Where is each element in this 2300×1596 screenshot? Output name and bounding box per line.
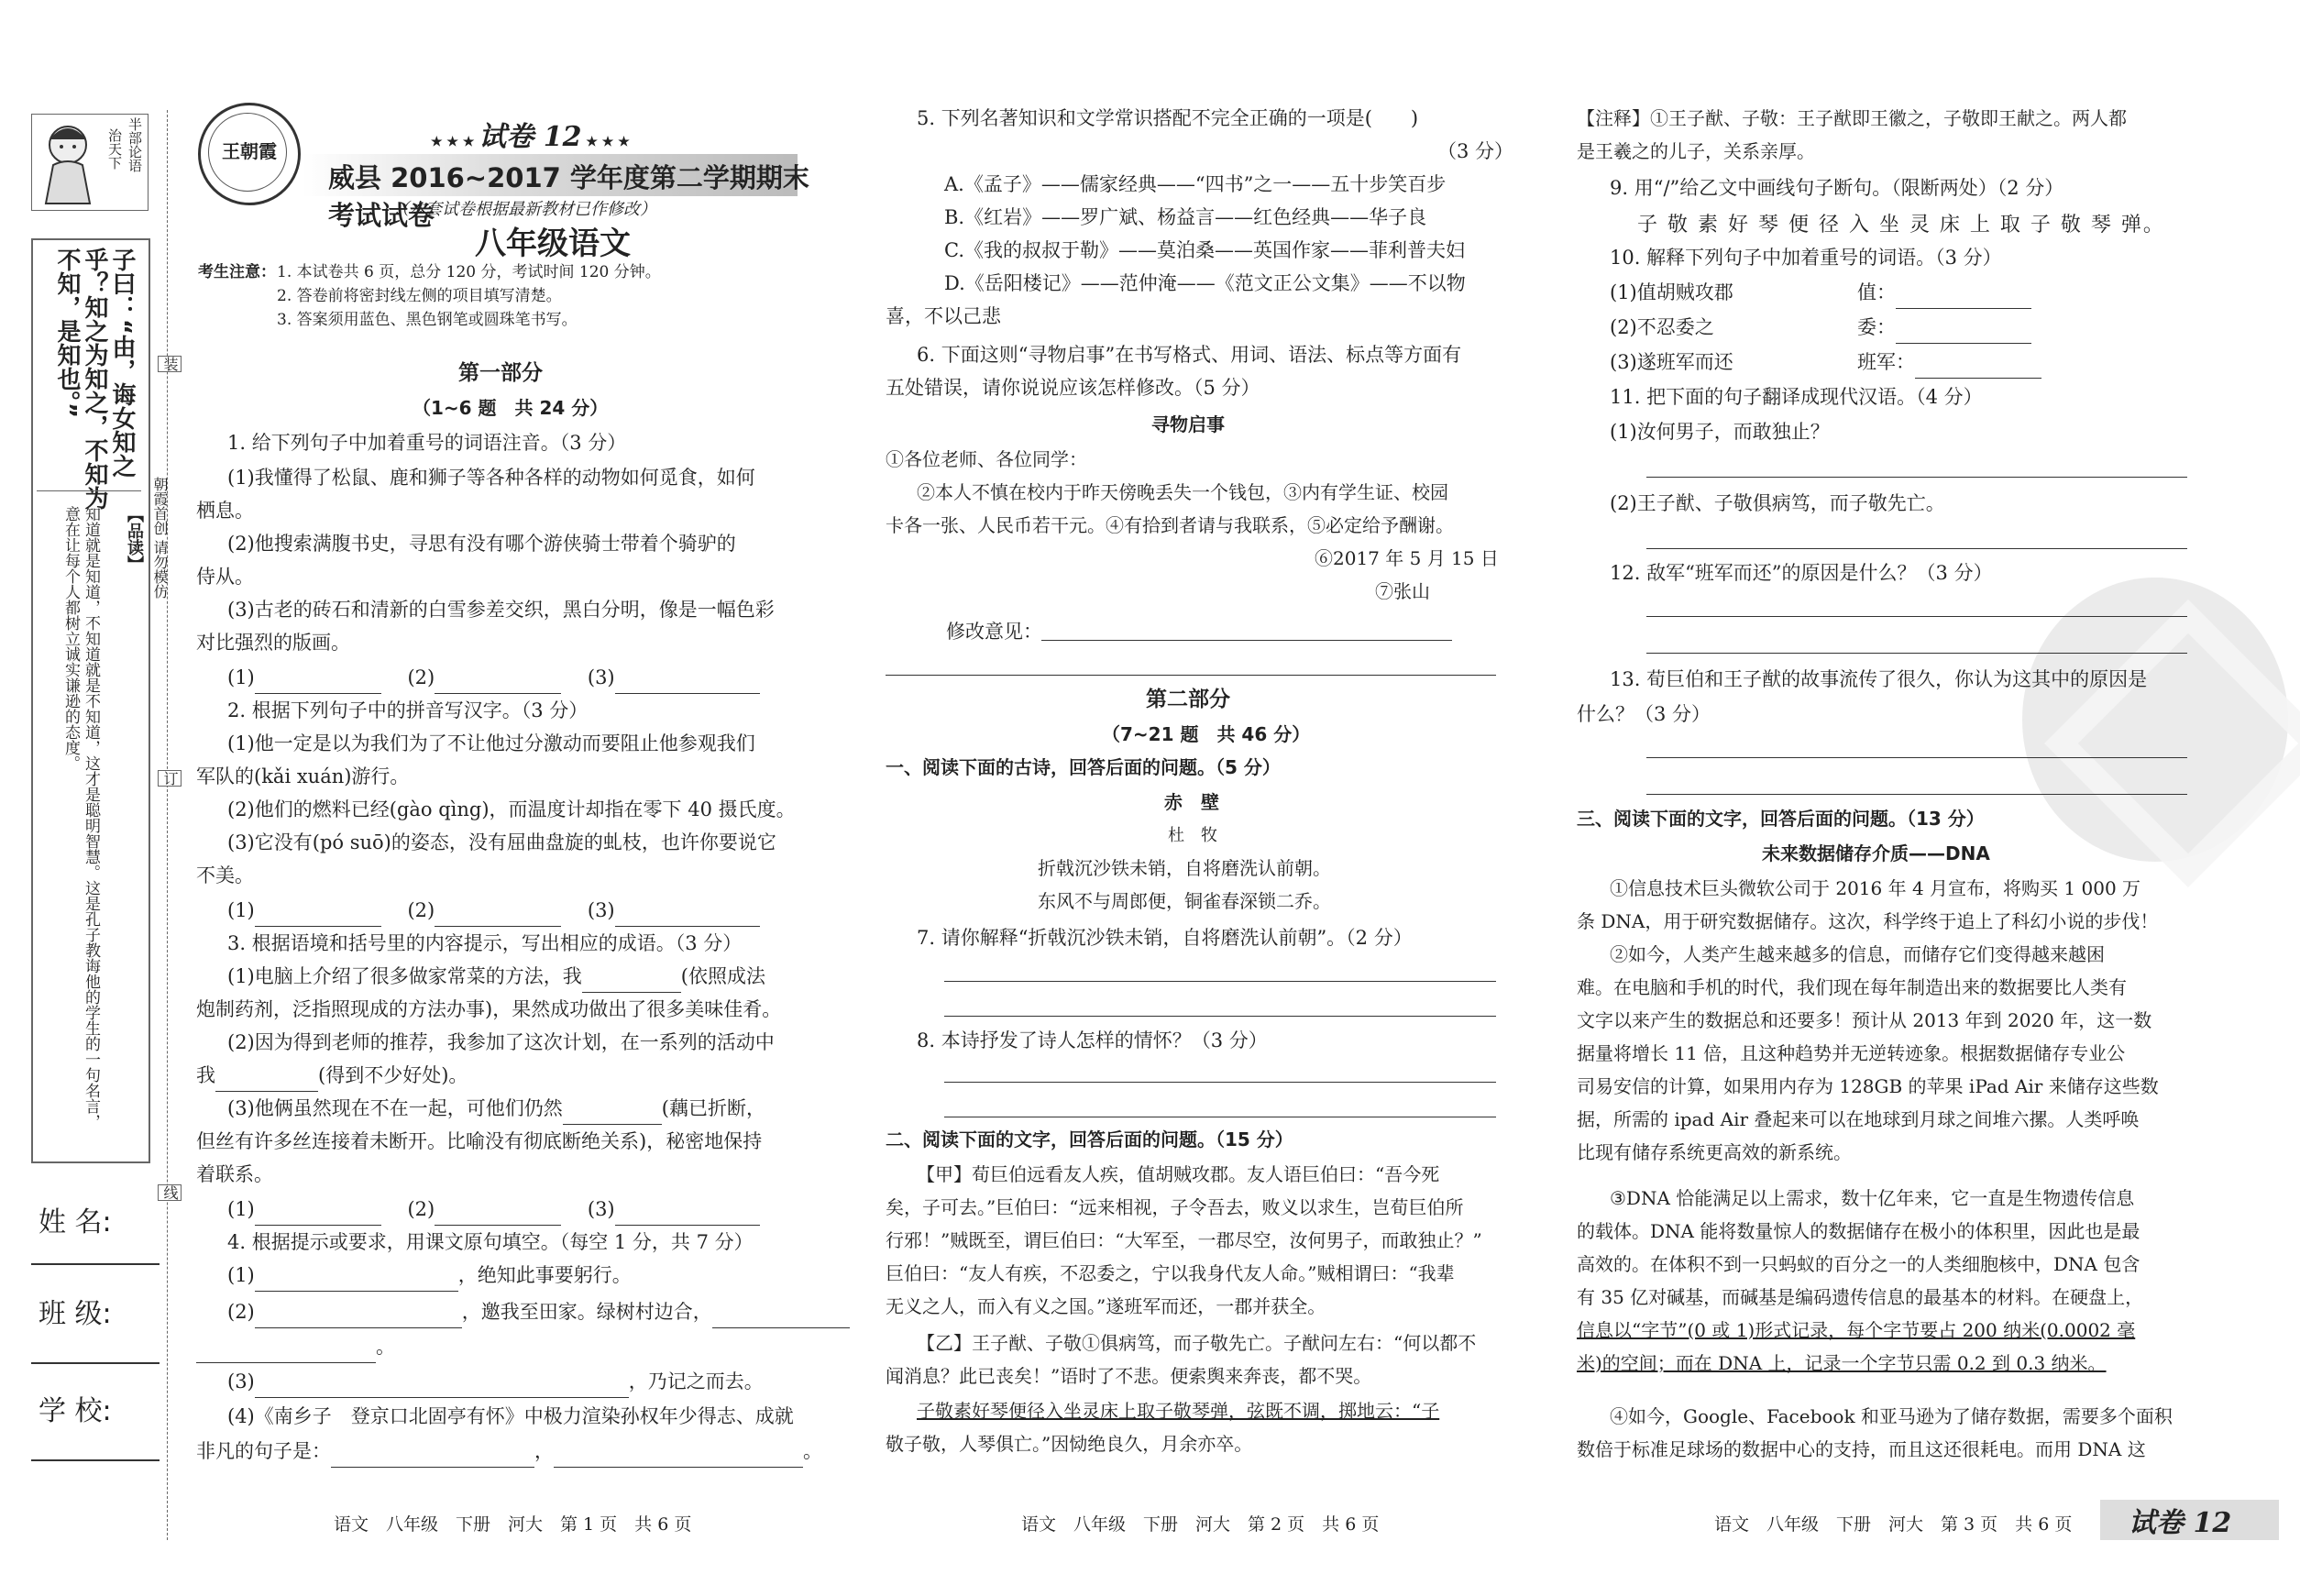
page-3-footer: 语文 八年级 下册 河大 第 3 页 共 6 页 <box>1714 1514 2073 1535</box>
poem-author: 杜 牧 <box>1168 826 1217 845</box>
name-field-input[interactable] <box>31 1263 160 1265</box>
q10-key-1 <box>1857 277 2031 309</box>
part-two-sub: （7~21 题 共 46 分） <box>1102 723 1311 745</box>
motto-col-2: 治天下 <box>106 128 123 170</box>
q4-3-label: (3) <box>227 1370 255 1392</box>
revise-label: 修改意见： <box>946 621 1042 643</box>
q3-2a: (2)因为得到老师的推荐，我参加了这次计划，在一系列的活动中 <box>227 1031 775 1053</box>
passage-yi-1: 【乙】王子猷、子敬①俱病笃，而子敬先亡。子猷问左右：“何以都不 <box>917 1332 1477 1354</box>
q3-3a <box>227 1093 765 1125</box>
q4-4a: (4)《南乡子 登京口北固亭有怀》中极力渲染孙权年少得志、成就 <box>227 1405 794 1427</box>
q4-4b-pre: 非凡的句子是： <box>196 1440 331 1462</box>
note-line-1: 【注释】①王子猷、子敬：王子猷即王徽之，子敬即王献之。两人都 <box>1577 107 2127 129</box>
poem-line-1: 折戟沉沙铁未销，自将磨洗认前朝。 <box>1038 857 1331 879</box>
q10-answer-2[interactable] <box>1896 323 2031 344</box>
para-2-line-1: ②如今，人类产生越来越多的信息，而储存它们变得越来越困 <box>1610 943 2105 965</box>
binding-line <box>167 110 168 1540</box>
para-2-line-2: 难。在电脑和手机的时代，我们现在每年制造出来的数据要比人类有 <box>1577 976 2127 998</box>
q3-2b-post: (得到不少好处)。 <box>318 1064 468 1086</box>
q3-2b-pre: 我 <box>196 1064 215 1086</box>
q3-answer-3[interactable] <box>563 1104 662 1125</box>
q5-option-b: B.《红岩》——罗广斌、杨益言——红色经典——华子良 <box>944 206 1427 228</box>
section-c-title: 三、阅读下面的文字，回答后面的问题。（13 分） <box>1577 808 1985 830</box>
q3-3a-pre: (3)他俩虽然现在不在一起，可他们仍然 <box>227 1097 563 1119</box>
q10-item-1: (1)值胡贼攻郡 <box>1610 281 1733 303</box>
note-line-2: 是王羲之的儿子，关系亲厚。 <box>1577 140 1815 162</box>
q4-4b-mid: ， <box>534 1440 554 1462</box>
reading-label: 【品读】 <box>125 506 144 572</box>
passage-jia-3: 行邪！”贼既至，谓巨伯曰：“大军至，一郡尽空，汝何男子，而敢独止？” <box>886 1229 1482 1251</box>
q12-text: 12. 敌军“班军而还”的原因是什么？（3 分） <box>1610 562 1993 584</box>
q13-line-1[interactable] <box>1646 757 2187 758</box>
confucius-figure <box>35 121 101 205</box>
subject-title: 八年级语文 <box>475 226 631 262</box>
q3-2b <box>196 1060 468 1092</box>
article-title: 未来数据储存介质——DNA <box>1762 842 1990 864</box>
q4-text: 4. 根据提示或要求，用课文原句填空。（每空 1 分，共 7 分） <box>227 1231 754 1253</box>
q3-label-3: (3) <box>587 1198 615 1220</box>
para-3-line-3: 高效的。在体积不到一只蚂蚁的百分之一的人类细胞核中，DNA 包含 <box>1577 1253 2140 1275</box>
q10-key-2-label: 委： <box>1857 316 1896 338</box>
notice-title: 寻物启事 <box>1151 413 1225 435</box>
para-1-line-2: 条 DNA，用于研究数据储存。这次，科学终于追上了科幻小说的步伐！ <box>1577 910 2159 932</box>
q3-3b: 但丝有许多丝连接着未断开。比喻没有彻底断绝关系)，秘密地保持 <box>196 1130 763 1152</box>
part-two-title: 第二部分 <box>1146 688 1230 711</box>
q2-1b: 军队的(kǎi xuán)游行。 <box>196 765 410 787</box>
q4-answer-2[interactable] <box>255 1307 462 1328</box>
q3-answer-1[interactable] <box>582 972 681 993</box>
q3-line-3[interactable] <box>615 1205 760 1226</box>
q7-line-2[interactable] <box>944 1016 1496 1017</box>
q4-1-post: ，绝知此事要躬行。 <box>457 1264 632 1286</box>
q4-answer-6[interactable] <box>331 1447 534 1468</box>
q1-label-1: (1) <box>227 666 255 688</box>
paper-number <box>431 114 630 154</box>
q2-1a: (1)他一定是以为我们为了不让他过分激动而要阻止他参观我们 <box>227 732 755 754</box>
paper-number-text: 试卷 12 <box>479 121 582 153</box>
q10-answer-3[interactable] <box>1915 358 2041 379</box>
para-3-line-4: 有 35 亿对碱基，而碱基是编码遗传信息的最基本的材料。在硬盘上， <box>1577 1286 2144 1308</box>
q1-text: 1. 给下列句子中加着重号的词语注音。（3 分） <box>227 432 627 454</box>
q1-answers <box>227 662 760 694</box>
passage-yi-4: 敬子敬，人琴俱亡。”因恸绝良久，月余亦卒。 <box>886 1433 1253 1455</box>
q4-4b <box>196 1436 822 1468</box>
binding-mark-1: 装 <box>158 356 182 372</box>
q4-answer-5[interactable] <box>255 1377 629 1398</box>
q4-answer-1[interactable] <box>255 1271 458 1292</box>
class-field-input[interactable] <box>31 1362 160 1364</box>
q12-line-2[interactable] <box>1646 653 2187 654</box>
q2-answer-2[interactable] <box>435 906 561 927</box>
q4-4b-post: 。 <box>803 1440 822 1462</box>
q4-2c-text: 。 <box>376 1336 395 1358</box>
q11-line-2[interactable] <box>1646 548 2187 549</box>
para-3-line-1: ③DNA 恰能满足以上需求，数十亿年来，它一直是生物遗传信息 <box>1610 1187 2135 1209</box>
q4-2 <box>227 1296 850 1328</box>
q8-line-1[interactable] <box>944 1082 1496 1083</box>
q10-key-2 <box>1857 312 2031 344</box>
q10-key-3-label: 班军： <box>1857 351 1915 373</box>
confucius-quote: 子曰：“由，诲女知之乎？知之为知之，不知为不知，是知也。” <box>53 248 136 510</box>
q1-3a: (3)古老的砖石和清新的白雪参差交织，黑白分明，像是一幅色彩 <box>227 599 775 621</box>
q13-line-2[interactable] <box>1646 794 2187 795</box>
q13-text: 13. 荀巨伯和王子猷的故事流传了很久，你认为这其中的原因是 <box>1610 668 2148 690</box>
q2-answer-3[interactable] <box>615 906 760 927</box>
q10-key-1-label: 值： <box>1857 281 1896 303</box>
q9-sentence: 子 敬 素 好 琴 便 径 入 坐 灵 床 上 取 子 敬 琴 弹。 <box>1637 214 2165 237</box>
q8-text: 8. 本诗抒发了诗人怎样的情怀？（3 分） <box>917 1029 1268 1051</box>
instruction-2: 2. 答卷前将密封线左侧的项目填写清楚。 <box>277 287 562 305</box>
q3-line-2[interactable] <box>435 1205 561 1226</box>
exam-note: （本套试卷根据最新教材已作修改） <box>392 200 656 219</box>
exam-title: 威县 2016~2017 学年度第二学期期末考试试卷 <box>328 162 809 231</box>
q5-option-a: A.《孟子》——儒家经典——“四书”之一——五十步笑百步 <box>944 173 1447 195</box>
section-a-title: 一、阅读下面的古诗，回答后面的问题。（5 分） <box>886 756 1281 778</box>
passage-jia-1: 【甲】荀巨伯远看友人疾，值胡贼攻郡。友人语巨伯曰：“吾今死 <box>917 1163 1440 1185</box>
para-2-line-7: 比现有储存系统更高效的新系统。 <box>1577 1141 1852 1163</box>
q11-item-2: (2)王子猷、子敬俱病笃，而子敬先亡。 <box>1610 492 1945 514</box>
q10-item-3: (3)遂班军而还 <box>1610 351 1733 373</box>
q10-answer-1[interactable] <box>1896 288 2031 309</box>
q1-answer-1[interactable] <box>255 673 381 694</box>
instruction-1: 1. 本试卷共 6 页，总分 120 分，考试时间 120 分钟。 <box>277 263 661 281</box>
binding-note: 朝霞首创 请勿模仿 <box>151 477 169 600</box>
q9-text: 9. 用“/”给乙文中画线句子断句。（限断两处）（2 分） <box>1610 177 2064 199</box>
q4-2-post: ，邀我至田家。绿树村边合， <box>461 1301 712 1323</box>
q6-text-2: 五处错误，请你说说应该怎样修改。（5 分） <box>886 377 1260 399</box>
q2-3a: (3)它没有(pó suō)的姿态，没有屈曲盘旋的虬枝，也许你要说它 <box>227 831 776 853</box>
q3-answers <box>227 1194 760 1226</box>
revise-line-1[interactable] <box>1041 640 1452 641</box>
q3-label-1: (1) <box>227 1198 255 1220</box>
q3-3a-post: (藕已折断， <box>661 1097 765 1119</box>
motto-col-1: 半部论语 <box>127 117 143 172</box>
q5-option-c: C.《我的叔叔于勒》——莫泊桑——英国作家——菲利普夫妇 <box>944 239 1465 261</box>
para-2-line-3: 文字以来产生的数据总和还要多！预计从 2013 年到 2020 年，这一数 <box>1577 1009 2152 1031</box>
q4-2c <box>196 1331 395 1363</box>
q3-answer-2[interactable] <box>215 1071 318 1092</box>
q4-1-label: (1) <box>227 1264 255 1286</box>
q12-line-1[interactable] <box>1646 616 2187 617</box>
binding-mark-3: 线 <box>158 1184 182 1201</box>
para-4-line-2: 数倍于标准足球场的数据中心的支持，而且这还很耗电。而用 DNA 这 <box>1577 1438 2146 1460</box>
q6-text: 6. 下面这则“寻物启事”在书写格式、用词、语法、标点等方面有 <box>917 344 1462 366</box>
passage-yi-3: 子敬素好琴便径入坐灵床上取子敬琴弹，弦既不调，掷地云：“子 <box>917 1400 1440 1422</box>
q7-text: 7. 请你解释“折戟沉沙铁未销，自将磨洗认前朝”。（2 分） <box>917 927 1413 949</box>
reading-text: 知道就是知道，不知道就是不知道，这才是聪明智慧。这是孔子教诲他的学生的一句名言，意在让每个人都树立诚实谦逊的态度。 <box>61 506 100 1129</box>
q1-2b: 侍从。 <box>196 566 254 588</box>
q3-line-1[interactable] <box>255 1205 381 1226</box>
q10-key-3 <box>1857 347 2041 379</box>
para-2-line-5: 司易安信的计算，如果用内存为 128GB 的苹果 iPad Air 来储存这些数 <box>1577 1075 2159 1097</box>
passage-yi-2: 闻消息？此已丧矣！”语时了不悲。便索舆来奔丧，都不哭。 <box>886 1365 1372 1387</box>
q10-item-2: (2)不忍委之 <box>1610 316 1714 338</box>
q2-text: 2. 根据下列句子中的拼音写汉字。（3 分） <box>227 699 589 721</box>
q4-1 <box>227 1260 632 1292</box>
left-strip <box>0 0 183 1596</box>
q2-label-3: (3) <box>587 899 615 921</box>
q13-text-2: 什么？（3 分） <box>1577 703 1711 725</box>
notice-line-3: 卡各一张、人民币若干元。④有拾到者请与我联系，⑤必定给予酬谢。 <box>886 514 1454 536</box>
q1-answer-2[interactable] <box>435 673 561 694</box>
q3-1a-pre: (1)电脑上介绍了很多做家常菜的方法，我 <box>227 965 582 987</box>
part-one-title: 第一部分 <box>458 361 543 385</box>
q1-1b: 栖息。 <box>196 500 254 522</box>
q2-answer-1[interactable] <box>255 906 381 927</box>
notice-date: ⑥2017 年 5 月 15 日 <box>1315 547 1499 569</box>
section-b-title: 二、阅读下面的文字，回答后面的问题。（15 分） <box>886 1128 1293 1150</box>
q3-1a <box>227 961 765 993</box>
school-field-input[interactable] <box>31 1459 160 1461</box>
q3-1a-post: (依照成法 <box>680 965 765 987</box>
q7-line-1[interactable] <box>944 981 1496 982</box>
q11-line-1[interactable] <box>1646 477 2187 478</box>
q4-3 <box>227 1366 764 1398</box>
q2-label-1: (1) <box>227 899 255 921</box>
q3-1b: 炮制药剂，泛指照现成的方法办事)，果然成功做出了很多美味佳肴。 <box>196 998 782 1020</box>
q1-label-2: (2) <box>407 666 435 688</box>
q2-2: (2)他们的燃料已经(gào qìng)，而温度计却指在零下 40 摄氏度。 <box>227 798 796 820</box>
corner-label: 试卷 12 <box>2129 1507 2232 1539</box>
notice-line-1: ①各位老师、各位同学： <box>886 448 1087 470</box>
q2-label-2: (2) <box>407 899 435 921</box>
q4-3-post: ，乃记之而去。 <box>628 1370 764 1392</box>
q4-answer-7[interactable] <box>554 1447 803 1468</box>
q4-answer-4[interactable] <box>196 1342 376 1363</box>
para-3-line-6: 米)的空间；而在 DNA 上，记录一个字节只需 0.2 到 0.3 纳米。 <box>1577 1352 2107 1374</box>
q3-label-2: (2) <box>407 1198 435 1220</box>
q4-2-label: (2) <box>227 1301 255 1323</box>
q4-answer-3[interactable] <box>712 1307 850 1328</box>
para-1-line-1: ①信息技术巨头微软公司于 2016 年 4 月宣布，将购买 1 000 万 <box>1610 877 2141 899</box>
school-field-label: 学 校: <box>39 1395 112 1427</box>
page-2-footer: 语文 八年级 下册 河大 第 2 页 共 6 页 <box>1021 1514 1380 1535</box>
q2-3b: 不美。 <box>196 864 254 886</box>
para-2-line-6: 据，所需的 ipad Air 叠起来可以在地球到月球之间堆六摞。人类呼唤 <box>1577 1108 2140 1130</box>
q3-3c: 着联系。 <box>196 1163 273 1185</box>
notice-line-2: ②本人不慎在校内于昨天傍晚丢失一个钱包，③内有学生证、校园 <box>917 481 1448 503</box>
para-2-line-4: 据量将增长 11 倍，且这种趋势并无逆转迹象。根据数据储存专业公 <box>1577 1042 2126 1064</box>
q1-answer-3[interactable] <box>615 673 760 694</box>
logo-text: 王朝霞 <box>222 140 277 162</box>
q5-option-d-2: 喜，不以己悲 <box>886 305 1001 327</box>
revise-line-2[interactable] <box>886 675 1496 676</box>
notice-signature: ⑦张山 <box>1375 580 1430 602</box>
star-icon-right: ★ ★ ★ <box>581 135 630 149</box>
q11-text: 11. 把下面的句子翻译成现代汉语。（4 分） <box>1610 386 1983 408</box>
instruction-3: 3. 答案须用蓝色、黑色钢笔或圆珠笔书写。 <box>277 311 578 329</box>
name-field-label: 姓 名: <box>39 1206 112 1238</box>
passage-jia-2: 矣，子可去。”巨伯曰：“远来相视，子令吾去，败义以求生，岂荀巨伯所 <box>886 1196 1464 1218</box>
q3-text: 3. 根据语境和括号里的内容提示，写出相应的成语。（3 分） <box>227 932 743 954</box>
para-3-line-5: 信息以“字节”(0 或 1)形式记录，每个字节要占 200 纳米(0.0002 毫 <box>1577 1319 2136 1341</box>
star-icon-left: ★ ★ ★ <box>431 135 479 149</box>
q2-answers <box>227 895 760 927</box>
brand-logo <box>198 103 301 205</box>
page-1-footer: 语文 八年级 下册 河大 第 1 页 共 6 页 <box>334 1514 692 1535</box>
class-field-label: 班 级: <box>39 1298 112 1330</box>
q1-2a: (2)他搜索满腹书史，寻思有没有哪个游侠骑士带着个骑驴的 <box>227 533 736 555</box>
para-3-line-2: 的载体。DNA 能将数量惊人的数据储存在极小的体积里，因此也是最 <box>1577 1220 2140 1242</box>
q1-1a: (1)我懂得了松鼠、鹿和狮子等各种各样的动物如何觅食，如何 <box>227 467 755 489</box>
instructions-label: 考生注意： <box>198 263 276 281</box>
part-one-sub: （1~6 题 共 24 分） <box>413 397 609 419</box>
poem-title: 赤 壁 <box>1164 791 1219 813</box>
quote-divider <box>37 490 141 491</box>
para-4-line-1: ④如今，Google、Facebook 和亚马逊为了储存数据，需要多个面积 <box>1610 1405 2173 1427</box>
q1-3b: 对比强烈的版画。 <box>196 632 350 654</box>
q10-text: 10. 解释下列句子中加着重号的词语。（3 分） <box>1610 247 2002 269</box>
q5-text: 5. 下列名著知识和文学常识搭配不完全正确的一项是( ) <box>917 107 1419 129</box>
q1-label-3: (3) <box>587 666 615 688</box>
poem-line-2: 东风不与周郎便，铜雀春深锁二乔。 <box>1038 890 1331 912</box>
q5-score: （3 分） <box>1437 140 1514 162</box>
binding-mark-2: 订 <box>158 770 182 787</box>
passage-jia-4: 巨伯曰：“友人有疾，不忍委之，宁以我身代友人命。”贼相谓曰：“我辈 <box>886 1262 1455 1284</box>
q11-item-1: (1)汝何男子，而敢独止？ <box>1610 421 1830 443</box>
q5-option-d: D.《岳阳楼记》——范仲淹——《范文正公文集》——不以物 <box>944 272 1466 294</box>
passage-jia-5: 无义之人，而入有义之国。”遂班军而还，一郡并获全。 <box>886 1295 1326 1317</box>
